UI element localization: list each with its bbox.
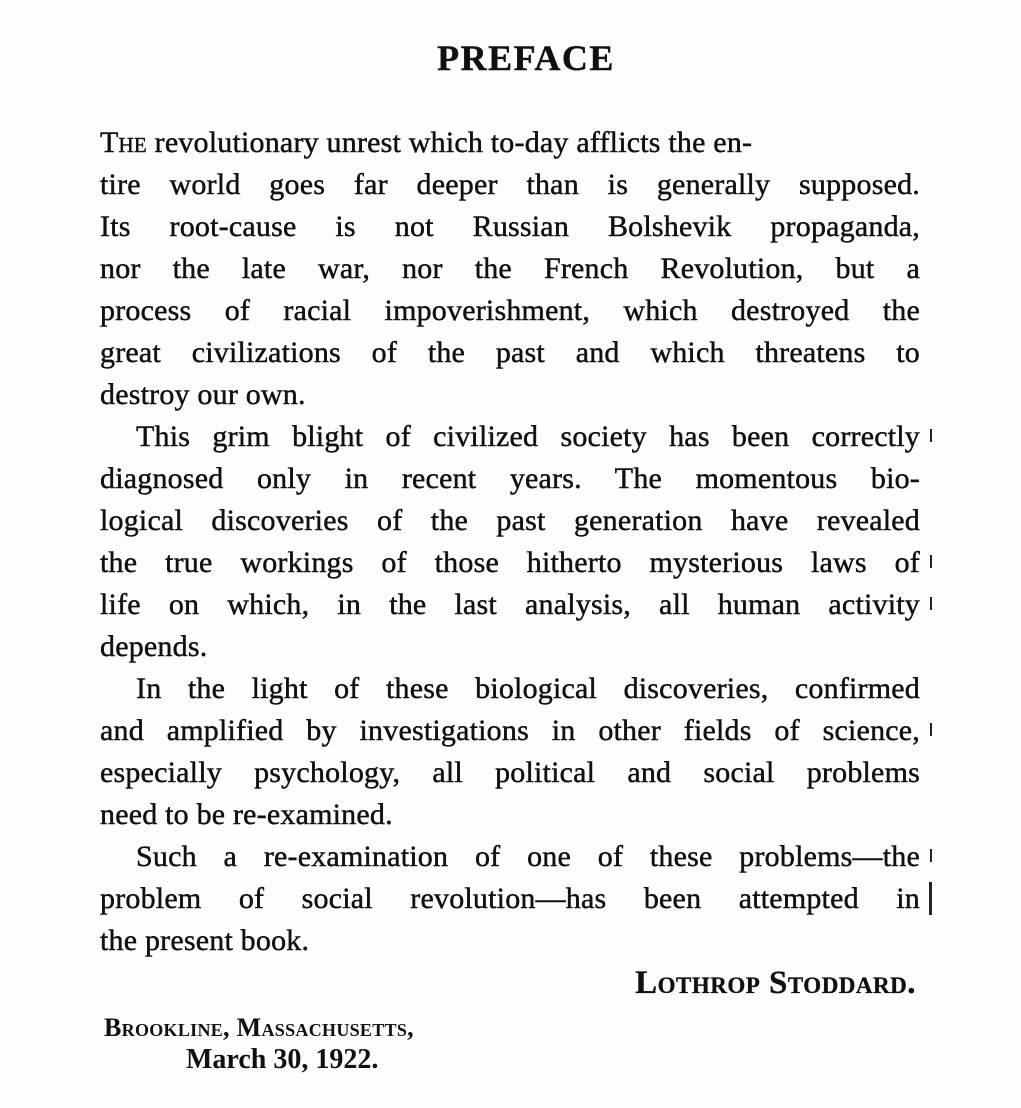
- paragraph-3: [100, 668, 920, 836]
- text-line: and amplified by investigations in other fields of science,: [100, 710, 920, 752]
- text-line: Such a re-examination of one of these problems—the: [100, 836, 920, 878]
- text-line: need to be re-examined.: [100, 798, 393, 831]
- dateline-place: Brookline, Massachusetts,: [104, 1013, 414, 1042]
- text-line: great civilizations of the past and which threatens to: [100, 336, 920, 369]
- text-line: nor the late war, nor the French Revolution, but a: [100, 252, 920, 285]
- text-line: In the light of these biological discoveries, confirmed: [136, 672, 920, 705]
- dateline-date: March 30, 1922.: [186, 1044, 379, 1075]
- text-line: the true workings of those hitherto mysterious laws of: [100, 542, 920, 584]
- lead-in-small-caps: The: [100, 126, 147, 159]
- text-line: This grim blight of civilized society has been correctly: [100, 416, 920, 458]
- paragraph-2: [100, 416, 920, 668]
- paragraph-1: [100, 122, 920, 416]
- author-signature: Lothrop Stoddard.: [635, 965, 916, 1001]
- paragraph-4: [100, 836, 920, 962]
- text-line: diagnosed only in recent years. The momentous bio-: [100, 462, 920, 495]
- page-title: PREFACE: [437, 38, 615, 78]
- text-line: Its root-cause is not Russian Bolshevik propaganda,: [100, 210, 920, 243]
- text-line: tire world goes far deeper than is generally supposed.: [100, 168, 920, 201]
- text-line: the present book.: [100, 924, 310, 957]
- dateline: [100, 1012, 920, 1076]
- text-line: logical discoveries of the past generation have revealed: [100, 504, 920, 537]
- text-line: especially psychology, all political and social problems: [100, 756, 920, 789]
- text-line: destroy our own.: [100, 378, 306, 411]
- text-line: [100, 126, 752, 159]
- text-line-content: revolutionary unrest which to-day afflicts the en-: [154, 126, 753, 159]
- text-line: life on which, in the last analysis, all human activity: [100, 584, 920, 626]
- text-line: depends.: [100, 630, 208, 663]
- text-line: process of racial impoverishment, which destroyed the: [100, 294, 920, 327]
- preface-body: [100, 122, 920, 962]
- text-line: problem of social revolution—has been attempted in: [100, 878, 920, 920]
